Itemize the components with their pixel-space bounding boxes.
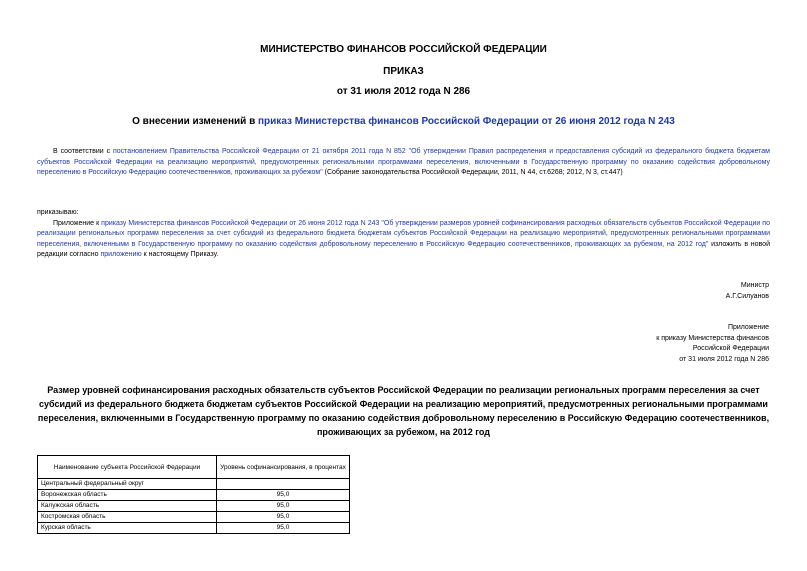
government-decree-link[interactable]: постановлением Правительства Российской Федерации от 21 октября 2011 года N 852 <box>112 148 406 155</box>
table-row <box>38 479 350 490</box>
table-header-level: Уровень софинансирования, в процентах <box>217 456 350 479</box>
appendix-line-1: Приложение <box>727 324 769 331</box>
preamble-text-3: (Собрание законодательства Российской Федерации, 2011, N 44, ст.6268; 2012, N 3, ст.447) <box>322 169 623 176</box>
order-text-1: Приложение к <box>53 219 102 227</box>
appendix-title: Размер уровней софинансирования расходных обязательств субъектов Российской Федерации по реализации региональных программ переселения за счет субсидий из федерального бюджета бюджетам субъектов Российской Федерации на реализацию мероприятий, предусмотренных региональными программами переселения, включенными в Государственную программу по оказанию содействия добровольному переселению в Российскую Федерацию соотечественников, проживающих за рубежом, на 2012 год <box>37 385 770 437</box>
table-cell-level <box>217 479 350 490</box>
signature-position: Министр <box>740 282 769 289</box>
table-row <box>38 523 350 534</box>
order-paragraph <box>37 208 770 261</box>
appendix-line-2: к приказу Министерства финансов <box>656 334 769 342</box>
order-body <box>37 219 770 261</box>
cofinancing-table <box>37 455 350 534</box>
table-header-region: Наименование субъекта Российской Федерации <box>38 456 217 479</box>
ministry-heading: МИНИСТЕРСТВО ФИНАНСОВ РОССИЙСКОЙ ФЕДЕРАЦИИ <box>260 44 547 55</box>
order-lead-word: приказываю: <box>37 209 79 216</box>
doc-type-heading: ПРИКАЗ <box>383 66 424 77</box>
table-cell-region: Костромская область <box>38 512 217 523</box>
order-title-link[interactable]: приказ Министерства финансов Российской Федерации от 26 июня 2012 года N 243 <box>258 116 675 127</box>
order-243-title-link[interactable]: "Об утверждении размеров уровней софинансирования расходных обязательств субъектов Российской Федерации по реализации региональных программ переселения за счет субсидий из федерального бюджета бюджетам субъектов Российской Федерации на реализацию мероприятий, предусмотренных региональными программами переселения, включенными в Государственную программу по оказанию содействия добровольному переселению в Российскую Федерацию соотечественников, проживающих за рубежом, на 2012 год" <box>37 219 770 248</box>
table-cell-region: Воронежская область <box>38 490 217 501</box>
table-cell-level: 95,0 <box>217 512 350 523</box>
appendix-line-4: от 31 июля 2012 года N 286 <box>679 355 769 363</box>
table-cell-region: Центральный федеральный округ <box>38 479 217 490</box>
table-row <box>38 512 350 523</box>
table-cell-level: 95,0 <box>217 490 350 501</box>
government-decree-title-link[interactable]: "Об утверждении Правил распределения и предоставления субсидий из федерального бюджета бюджетам субъектов Российской Федерации на реализацию мероприятий, предусмотренных региональными программами переселения, включенными в Государственную программу по оказанию содействия добровольному переселению в Российскую Федерацию соотечественников, проживающих за рубежом" <box>37 148 770 176</box>
order-243-link[interactable]: приказу Министерства финансов Российской Федерации от 26 июня 2012 года N 243 <box>101 219 380 227</box>
signature-name: А.Г.Силуанов <box>725 292 769 300</box>
preamble-text-1: В соответствии с <box>53 148 113 155</box>
preamble-paragraph <box>37 147 770 179</box>
appendix-line-3: Российской Федерации <box>692 345 769 352</box>
order-title <box>0 116 807 127</box>
order-title-prefix: О внесении изменений в <box>132 116 259 127</box>
doc-date-number: от 31 июля 2012 года N 286 <box>336 86 471 97</box>
table-row <box>38 501 350 512</box>
table-cell-level: 95,0 <box>217 501 350 512</box>
table-cell-level: 95,0 <box>217 523 350 534</box>
signature-block <box>726 281 769 302</box>
appendix-header <box>656 323 769 365</box>
order-text-3: изложить в новой редакции согласно <box>37 240 770 258</box>
appendix-link[interactable]: приложению <box>100 251 142 258</box>
table-row <box>38 490 350 501</box>
order-text-4: к настоящему Приказу. <box>141 251 219 258</box>
table-cell-region: Курская область <box>38 523 217 534</box>
table-cell-region: Калужская область <box>38 501 217 512</box>
